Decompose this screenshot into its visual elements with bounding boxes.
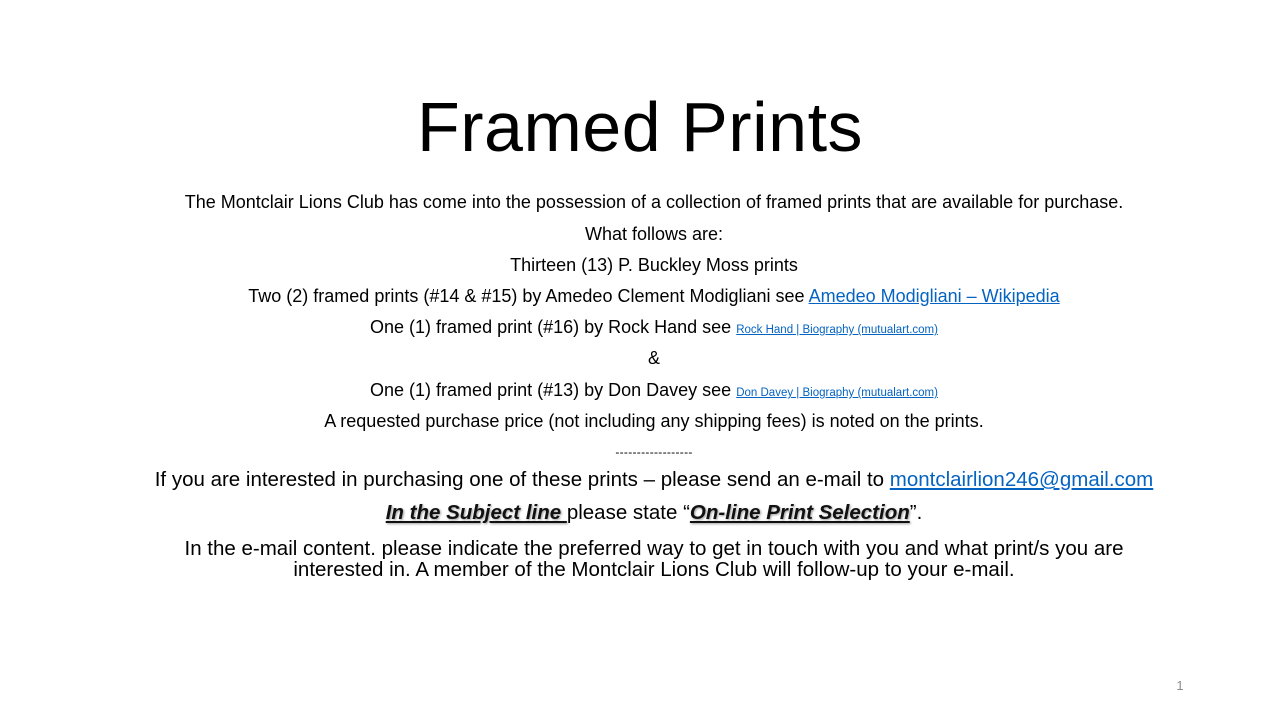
modigliani-item <box>0 284 1280 308</box>
content-paragraph <box>0 538 1280 580</box>
content-line-1: In the e-mail content. please indicate the preferred way to get in touch with you and what print/s you are <box>184 537 1124 560</box>
subject-line-end: ”. <box>909 501 923 524</box>
moss-prints-item: Thirteen (13) P. Buckley Moss prints <box>510 255 798 275</box>
divider-dashes: ------------------ <box>615 445 693 459</box>
interest-line <box>0 467 1280 493</box>
ampersand-text: & <box>647 348 660 368</box>
don-davey-item <box>0 378 1280 405</box>
content-line-2: interested in. A member of the Montclair Lions Club will follow-up to your e-mail. <box>293 558 1015 581</box>
what-follows-text: What follows are: <box>584 224 724 244</box>
rock-hand-biography-link[interactable]: Rock Hand | Biography (mutualart.com) <box>736 324 938 336</box>
rock-hand-item-text: One (1) framed print (#16) by Rock Hand see <box>370 317 737 337</box>
interest-text: If you are interested in purchasing one of these prints – please send an e-mail to <box>154 468 890 491</box>
modigliani-item-text: Two (2) framed prints (#14 & #15) by Amedeo Clement Modigliani see <box>248 286 809 306</box>
intro-text: The Montclair Lions Club has come into the possession of a collection of framed prints that are available for purchase. <box>184 192 1124 212</box>
don-davey-biography-link[interactable]: Don Davey | Biography (mutualart.com) <box>736 387 938 399</box>
subject-value: On-line Print Selection <box>689 501 910 524</box>
email-link[interactable]: montclairlion246@gmail.com <box>889 468 1154 491</box>
price-note-text: A requested purchase price (not including any shipping fees) is noted on the prints. <box>324 411 984 431</box>
don-davey-item-text: One (1) framed print (#13) by Don Davey see <box>370 380 737 400</box>
modigliani-wikipedia-link[interactable]: Amedeo Modigliani – Wikipedia <box>808 286 1060 306</box>
subject-line-mid: please state “ <box>566 501 690 524</box>
subject-line-instruction <box>0 500 1280 526</box>
page-number: 1 <box>1176 678 1184 693</box>
subject-line-label: In the Subject line <box>385 501 567 524</box>
slide-title: Framed Prints <box>416 88 864 166</box>
rock-hand-item <box>0 315 1280 342</box>
